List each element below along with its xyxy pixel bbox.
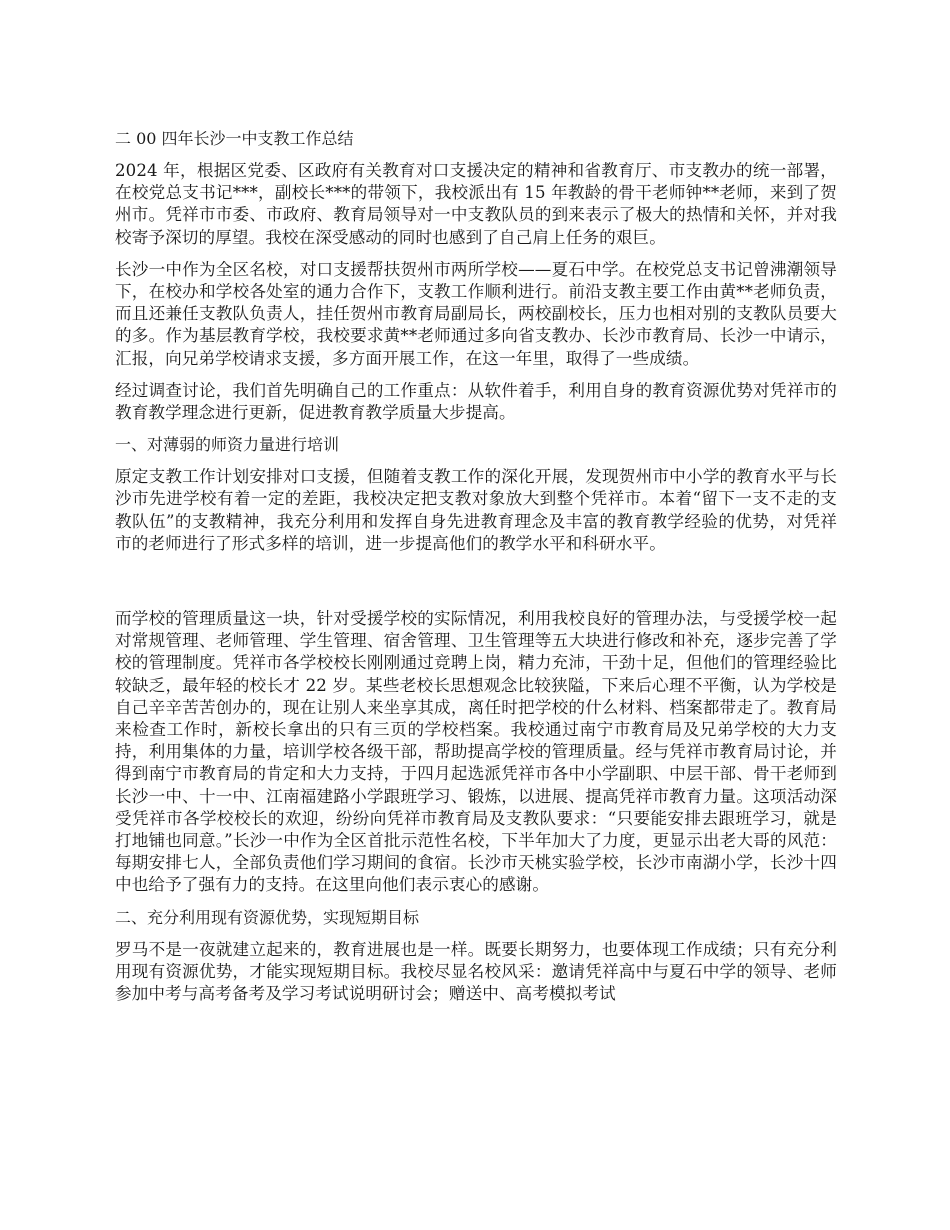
paragraph-5: 而学校的管理质量这一块，针对受援学校的实际情况，利用我校良好的管理办法，与受援学校一起对常规管理、老师管理、学生管理、宿舍管理、卫生管理等五大块进行修改和补充，逐步完善了学校的管理制度。凭祥市各学校校长刚刚通过竞聘上岗，精力充沛，干劲十足，但他们的管理经验比较缺乏，最年轻的校长才 22 岁。某些老校长思想观念比较狭隘，下来后心理不平衡，认为学校是自己辛辛苦苦创办的，现在让别人来坐享其成，离任时把学校的什么材料、档案都带走了。教育局来检查工作时，新校长拿出的只有三页的学校档案。我校通过南宁市教育局及兄弟学校的大力支持，利用集体的力量，培训学校各级干部，帮助提高学校的管理质量。经与凭祥市教育局讨论，并得到南宁市教育局的肯定和大力支持，于四月起选派凭祥市各中小学副职、中层干部、骨干老师到长沙一中、十一中、江南福建路小学跟班学习、锻炼，以进展、提高凭祥市教育力量。这项活动深受凭祥市各学校校长的欢迎，纷纷向凭祥市教育局及支教队要求：“只要能安排去跟班学习，就是打地铺也同意。”长沙一中作为全区首批示范性名校，下半年加大了力度，更显示出老大哥的风范：每期安排七人，全部负责他们学习期间的食宿。长沙市天桃实验学校，长沙市南湖小学，长沙十四中也给予了强有力的支持。在这里向他们表示衷心的感谢。 bbox=[115, 609, 837, 895]
section-heading-1: 一、对薄弱的师资力量进行培训 bbox=[115, 435, 340, 455]
document-page bbox=[115, 128, 837, 1015]
paragraph-3: 经过调查讨论，我们首先明确自己的工作重点：从软件着手，利用自身的教育资源优势对凭祥市的教育教学理念进行更新，促进教育教学质量大步提高。 bbox=[115, 380, 837, 423]
paragraph-1: 2024 年，根据区党委、区政府有关教育对口支援决定的精神和省教育厅、市支教办的统一部署，在校党总支书记***，副校长***的带领下，我校派出有 15 年教龄的骨干老师钟**老师，来到了贺州市。凭祥市市委、市政府、教育局领导对一中支教队员的到来表示了极大的热情和关怀，并对我校寄予深切的厚望。我校在深受感动的同时也感到了自己肩上任务的艰巨。 bbox=[115, 161, 837, 247]
section-heading-2: 二、充分利用现有资源优势，实现短期目标 bbox=[115, 907, 420, 927]
document-title: 二 00 四年长沙一中支教工作总结 bbox=[115, 129, 354, 148]
paragraph-2: 长沙一中作为全区名校，对口支援帮扶贺州市两所学校——夏石中学。在校党总支书记曾沸潮领导下，在校办和学校各处室的通力合作下，支教工作顺利进行。前沿支教主要工作由黄**老师负责，而且还兼任支教队负责人，挂任贺州市教育局副局长，两校副校长，压力也相对别的支教队员要大的多。作为基层教育学校，我校要求黄**老师通过多向省支教办、长沙市教育局、长沙一中请示，汇报，向兄弟学校请求支援，多方面开展工作，在这一年里，取得了一些成绩。 bbox=[115, 259, 837, 368]
paragraph-4: 原定支教工作计划安排对口支援，但随着支教工作的深化开展，发现贺州市中小学的教育水平与长沙市先进学校有着一定的差距，我校决定把支教对象放大到整个凭祥市。本着“留下一支不走的支教队伍”的支教精神，我充分利用和发挥自身先进教育理念及丰富的教育教学经验的优势，对凭祥市的老师进行了形式多样的培训，进一步提高他们的教学水平和科研水平。 bbox=[115, 467, 837, 553]
blank-gap bbox=[115, 565, 837, 608]
paragraph-6: 罗马不是一夜就建立起来的，教育进展也是一样。既要长期努力，也要体现工作成绩；只有充分利用现有资源优势，才能实现短期目标。我校尽显名校风采：邀请凭祥高中与夏石中学的领导、老师参加中考与高考备考及学习考试说明研讨会；赠送中、高考模拟考试 bbox=[115, 939, 837, 1004]
